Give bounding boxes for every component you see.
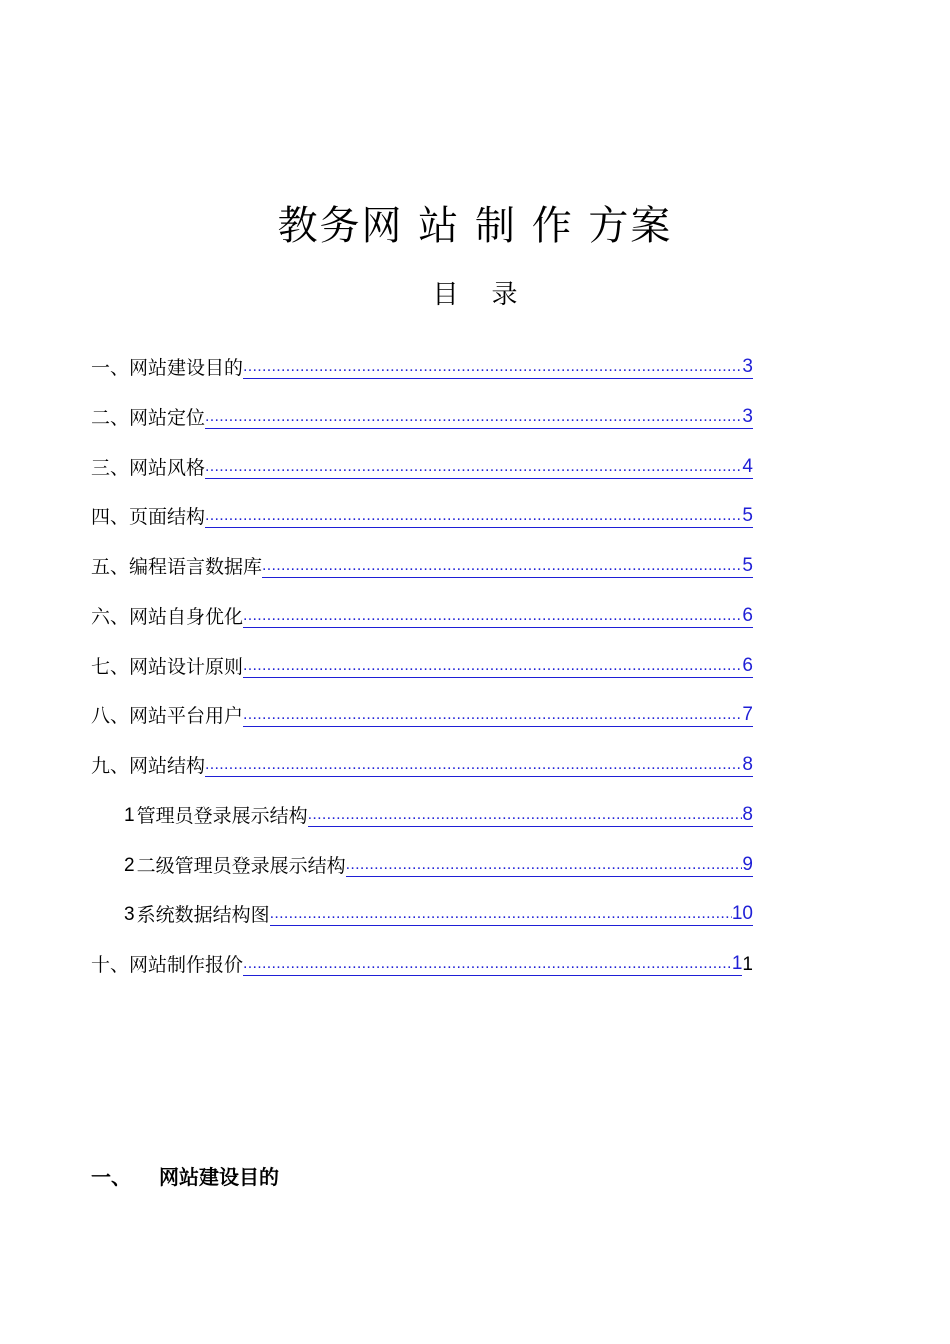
toc-entry-number: 2 [124,855,135,876]
toc-entry-number: 1 [124,805,135,826]
section-title: 网站建设目的 [159,1165,279,1189]
section-heading [91,1162,279,1192]
toc-entry-secondary-admin-structure[interactable] [124,850,753,878]
toc-entry-page-structure[interactable] [91,501,753,529]
toc-page-number: 4 [742,456,753,477]
toc-entry-style[interactable] [91,452,753,480]
toc-leader [243,704,742,727]
toc-entry-language-database[interactable] [91,551,753,579]
toc-entry-label: 十、网站制作报价 [91,954,244,976]
toc-page-number: 7 [742,704,753,725]
toc-page-number: 8 [742,754,753,775]
toc-entry-data-structure-diagram[interactable] [124,899,753,927]
toc-leader [243,605,742,628]
toc-heading: 目 录 [432,280,518,310]
section-number: 一、 [91,1165,131,1189]
toc-entry-pricing[interactable] [91,949,753,977]
toc-entry-label: 六、网站自身优化 [91,606,244,628]
toc-leader [243,953,732,976]
toc-entry-number: 3 [124,904,135,925]
toc-page-number: 6 [742,605,753,626]
toc-page-number: 3 [742,406,753,427]
toc-entry-admin-login-structure[interactable] [124,800,753,828]
toc-entry-label: 二、网站定位 [91,407,206,429]
toc-page-number: 1 [731,953,743,974]
toc-leader [243,655,742,678]
toc-page-number: 10 [731,903,753,924]
toc-entry-label: 七、网站设计原则 [91,656,244,678]
toc-leader [308,804,743,827]
toc-entry-design-principles[interactable] [91,651,753,679]
toc-page-number: 9 [742,854,753,875]
toc-entry-label: 八、网站平台用户 [91,705,244,727]
toc-leader [262,555,742,578]
toc-page-number: 3 [742,356,753,377]
toc-entry-label: 管理员登录展示结构 [136,805,308,827]
toc-leader [270,903,732,926]
toc-leader [205,754,742,777]
toc-page-number: 8 [742,804,753,825]
toc-entry-site-structure[interactable] [91,750,753,778]
toc-entry-label: 四、页面结构 [91,506,206,528]
toc-leader [346,854,743,877]
toc-entry-optimization[interactable] [91,601,753,629]
toc-entry-label: 五、编程语言数据库 [91,556,263,578]
toc-entry-platform-users[interactable] [91,700,753,728]
toc-entry-label: 九、网站结构 [91,755,206,777]
toc-entry-label: 一、网站建设目的 [91,357,244,379]
toc-page-number: 5 [742,555,753,576]
toc-page-number-tail: 1 [742,954,753,975]
toc-entry-label: 二级管理员登录展示结构 [136,855,346,877]
toc-entry-purpose[interactable] [91,352,753,380]
toc-leader [205,505,742,528]
toc-leader [243,356,742,379]
toc-page-number: 6 [742,655,753,676]
toc-entry-label: 系统数据结构图 [136,904,270,926]
toc-page-number: 5 [742,505,753,526]
toc-entry-positioning[interactable] [91,402,753,430]
document-title: 教务网 站 制 作 方案 [277,203,673,249]
toc-leader [205,456,742,479]
toc-leader [205,406,742,429]
toc-entry-label: 三、网站风格 [91,457,206,479]
